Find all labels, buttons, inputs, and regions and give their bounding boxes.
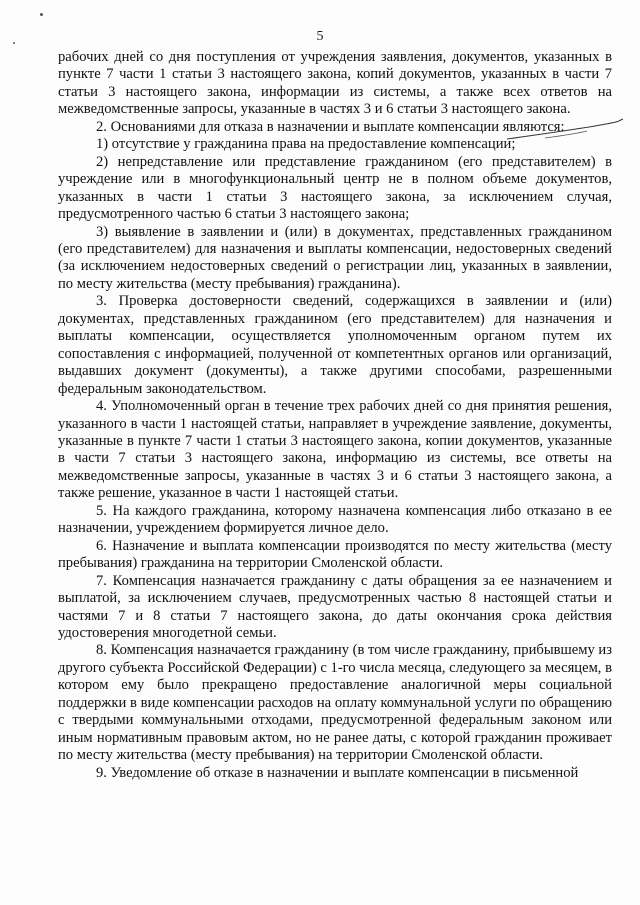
paragraph-ground-1: 1) отсутствие у гражданина права на предоставление компенсации; [96,136,516,153]
paragraph-authorized-body: 4. Уполномоченный орган в течение трех рабочих дней со дня принятия решения, указанного в части 1 настоящей статьи, направляет в учреждение заявление, документы, указанные в пункте 7 части 1 статьи 3 настоящего закона, копии документов, указанные в части 7 статьи 3 настоящего закона, информацию из системы, все ответы на межведомственные запросы, указанные в частях 3 и 6 статьи 3 настоящего закона, а также решение, указанное в части 1 настоящей статьи. [58,398,612,502]
paragraph-ground-2: 2) непредставление или представление гражданином (его представителем) в учреждение или в многофункциональный центр не в полном объеме документов, указанных в части 1 статьи 3 настоящего закона, за исключением случая, предусмотренного частью 6 статьи 3 настоящего закона; [58,153,612,223]
paragraph-verification: 3. Проверка достоверности сведений, содержащихся в заявлении и (или) документах, представленных гражданином (его представителем) для назначения и выплаты компенсации, осуществляется уполномоченным органом путем их сопоставления с информацией, полученной от компетентных органов или организаций, выдавших документ (документы), а также другими способами, разрешенными федеральным законодательством. [58,293,612,397]
document-body [58,49,612,782]
paragraph-personal-file: 5. На каждого гражданина, которому назначена компенсация либо отказано в ее назначении, учреждением формируется личное дело. [58,502,612,537]
paragraph-refusal-grounds: 2. Основаниями для отказа в назначении и выплате компенсации являются: [96,118,565,135]
paragraph-refusal-notice: 9. Уведомление об отказе в назначении и выплате компенсации в письменной [96,764,579,781]
scan-speck-mark [40,13,43,16]
paragraph-assignment-date: 7. Компенсация назначается гражданину с даты обращения за ее назначением и выплатой, за исключением случаев, предусмотренных частью 8 настоящей статьи и частями 7 и 8 статьи 7 настоящего закона, до даты окончания срока действия удостоверения многодетной семьи. [58,572,612,641]
paragraph-continuation: рабочих дней со дня поступления от учреждения заявления, документов, указанных в пункте 7 части 1 статьи 3 настоящего закона, копий документов, указанных в части 7 статьи 3 настоящего закона, информации из системы, а также всех ответов на межведомственные запросы, указанные в частях 3 и 6 статьи 3 настоящего закона. [58,49,612,118]
paragraph-arrival-assignment: 8. Компенсация назначается гражданину (в том числе гражданину, прибывшему из другого субъекта Российской Федерации) с 1-го числа месяца, следующего за месяцем, в котором ему было прекращено предоставление аналогичной меры социальной поддержки в виде компенсации расходов на оплату коммунальной услуги по обращению с твердыми коммунальными отходами, предусмотренной федеральным законом или иным нормативным правовым актом, но не ранее даты, с которой гражданин проживает по месту жительства (месту пребывания) на территории Смоленской области. [58,642,612,764]
paragraph-place-of-payment: 6. Назначение и выплата компенсации производятся по месту жительства (месту пребывания) гражданина на территории Смоленской области. [58,537,612,572]
page-number: 5 [316,29,324,44]
paragraph-ground-3: 3) выявление в заявлении и (или) в документах, представленных гражданином (его представителем) для назначения и выплаты компенсации, недостоверных сведений (за исключением недостоверных сведений о регистрации лиц, указанных в заявлении, по месту жительства (месту пребывания) гражданина). [58,223,612,292]
